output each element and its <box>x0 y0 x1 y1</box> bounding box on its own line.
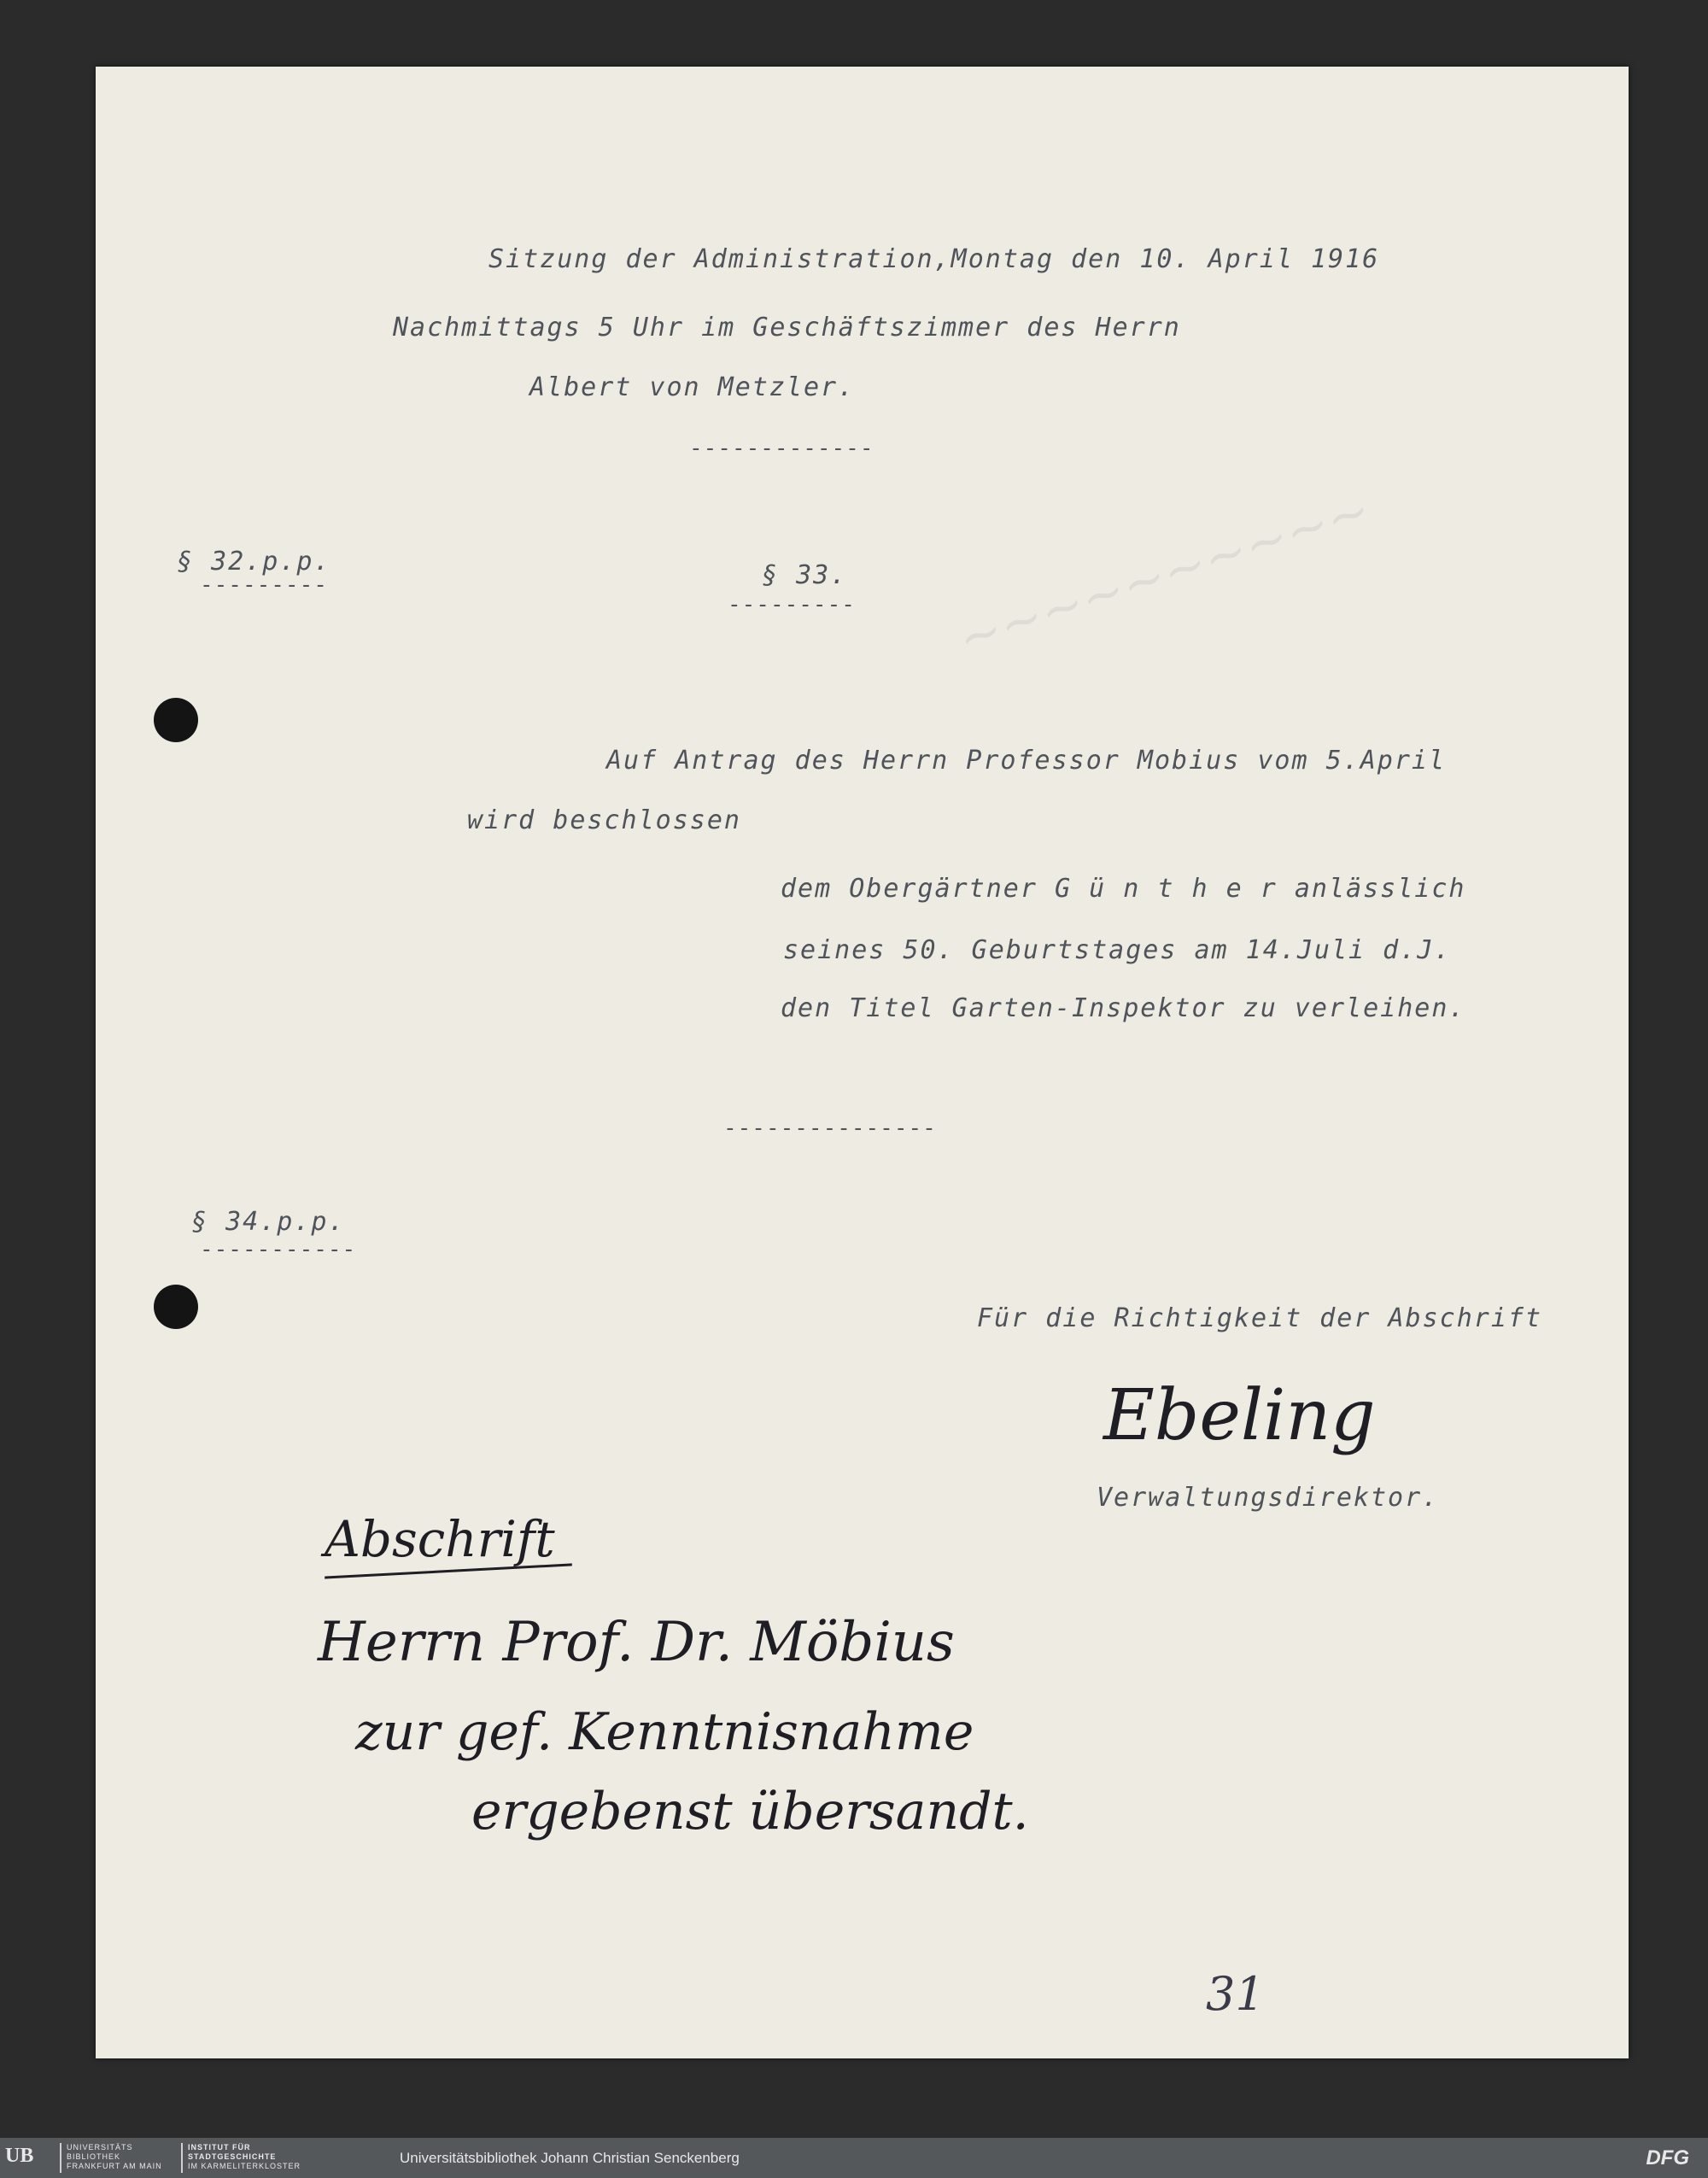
body-line-4: seines 50. Geburtstages am 14.Juli d.J. <box>783 935 1452 965</box>
header-line-3: Albert von Metzler. <box>529 372 856 402</box>
handwritten-line-3: zur gef. Kenntnisnahme <box>355 1702 974 1762</box>
body-line-3: dem Obergärtner G ü n t h e r anlässlich <box>781 874 1466 904</box>
section-33: § 33. <box>762 560 848 590</box>
footer-bar <box>0 2138 1708 2178</box>
section-32: § 32.p.p. <box>177 547 331 577</box>
attestation: Für die Richtigkeit der Abschrift <box>977 1303 1543 1333</box>
section-33-rule: --------- <box>728 592 856 618</box>
page-number: 31 <box>1206 1967 1265 2021</box>
show-through-shadow: ~~~~~~~~~~ <box>951 480 1378 670</box>
dfg-logo: DFG <box>1646 2146 1689 2169</box>
section-32-rule: --------- <box>200 572 328 598</box>
body-line-2: wird beschlossen <box>467 805 741 835</box>
punch-hole-bottom <box>154 1285 198 1329</box>
handwritten-line-4: ergebenst übersandt. <box>471 1782 1029 1841</box>
ub-logo-mark: UB <box>5 2145 34 2167</box>
ifs-logo: INSTITUT FÜR STADTGESCHICHTE IM KARMELITERKLOSTER <box>181 2143 301 2173</box>
header-line-1: Sitzung der Administration,Montag den 10. April 1916 <box>488 244 1380 274</box>
document-page <box>96 67 1629 2058</box>
body-rule: --------------- <box>723 1115 937 1141</box>
body-line-5: den Titel Garten-Inspektor zu verleihen. <box>781 993 1466 1023</box>
section-34: § 34.p.p. <box>191 1207 346 1237</box>
signature-ebeling: Ebeling <box>1103 1375 1376 1456</box>
header-rule: ------------- <box>689 436 874 461</box>
handwritten-abschrift: Abschrift <box>325 1510 555 1568</box>
signature-title: Verwaltungsdirektor. <box>1097 1483 1440 1513</box>
handwritten-recipient: Herrn Prof. Dr. Möbius <box>318 1611 955 1674</box>
ub-logo-text: UNIVERSITÄTS BIBLIOTHEK FRANKFURT AM MAIN <box>60 2143 162 2173</box>
header-line-2: Nachmittags 5 Uhr im Geschäftszimmer des Herrn <box>393 313 1181 343</box>
body-line-1: Auf Antrag des Herrn Professor Mobius vom 5.April <box>606 746 1447 776</box>
section-34-rule: ----------- <box>200 1237 357 1262</box>
punch-hole-top <box>154 698 198 742</box>
institution-name: Universitätsbibliothek Johann Christian Senckenberg <box>400 2150 740 2166</box>
